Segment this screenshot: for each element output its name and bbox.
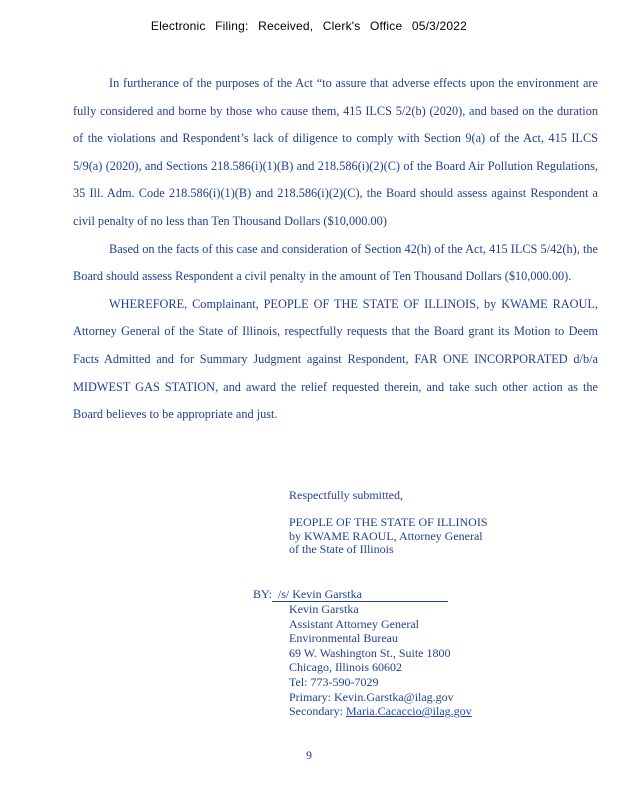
state-line: of the State of Illinois <box>289 542 394 557</box>
closing-line: Respectfully submitted, <box>289 488 403 502</box>
filing-header: Electronic Filing: Received, Clerk's Office 05/3/2022 <box>150 19 468 33</box>
paragraph-penalty-purpose: In furtherance of the purposes of the Act “to assure that adverse effects upon the environment are fully considered and borne by those who cause them, 415 ILCS 5/2(b) (2020), and based on the duration of the violations and Respondent’s lack of diligence to comply with Section 9(a) of the Act, 415 ILCS 5/9(a) (2020), and Sections 218.586(i)(1)(B) and 218.586(i)(2)(C) of the Board Air Pollution Regulations, 35 Ill. Adm. Code 218.586(i)(1)(B) and 218.586(i)(2)(C), the Board should assess against Respondent a civil penalty of no less than Ten Thousand Dollars ($10,000.00) <box>73 76 598 228</box>
attorney-name: Kevin Garstka <box>289 602 359 616</box>
attorney-title: Assistant Attorney General <box>289 616 419 631</box>
address-street: 69 W. Washington St., Suite 1800 <box>289 645 451 660</box>
secondary-email-link[interactable]: Maria.Cacaccio@ilag.gov <box>345 704 472 719</box>
secondary-email-line <box>289 704 472 719</box>
attorney-block <box>253 587 472 719</box>
bureau-name: Environmental Bureau <box>289 631 398 646</box>
primary-email: Primary: Kevin.Garstka@ilag.gov <box>289 689 454 704</box>
page-number: 9 <box>306 748 312 762</box>
party-name: PEOPLE OF THE STATE OF ILLINOIS <box>289 514 488 529</box>
signature-block <box>289 489 488 557</box>
signature-line <box>272 588 448 602</box>
paragraph-penalty-facts: Based on the facts of this case and consideration of Section 42(h) of the Act, 415 ILCS 5/42(h), the Board should assess Respondent a civil penalty in the amount of Ten Thousand Dollars ($10,000.00). <box>73 241 598 284</box>
paragraph-wherefore: WHEREFORE, Complainant, PEOPLE OF THE STATE OF ILLINOIS, by KWAME RAOUL, Attorney General of the State of Illinois, respectfully requests that the Board grant its Motion to Deem Facts Admitted and for Summary Judgment against Respondent, FAR ONE INCORPORATED d/b/a MIDWEST GAS STATION, and award the relief requested therein, and take such other action as the Board believes to be appropriate and just. <box>73 296 598 422</box>
secondary-label: Secondary: <box>289 704 346 719</box>
telephone: Tel: 773-590-7029 <box>289 674 379 689</box>
attorney-general-line: by KWAME RAOUL, Attorney General <box>289 528 483 543</box>
electronic-signature: /s/ Kevin Garstka <box>277 587 362 601</box>
by-label: BY: <box>253 587 272 601</box>
document-body <box>73 70 598 429</box>
address-city: Chicago, Illinois 60602 <box>289 660 402 675</box>
